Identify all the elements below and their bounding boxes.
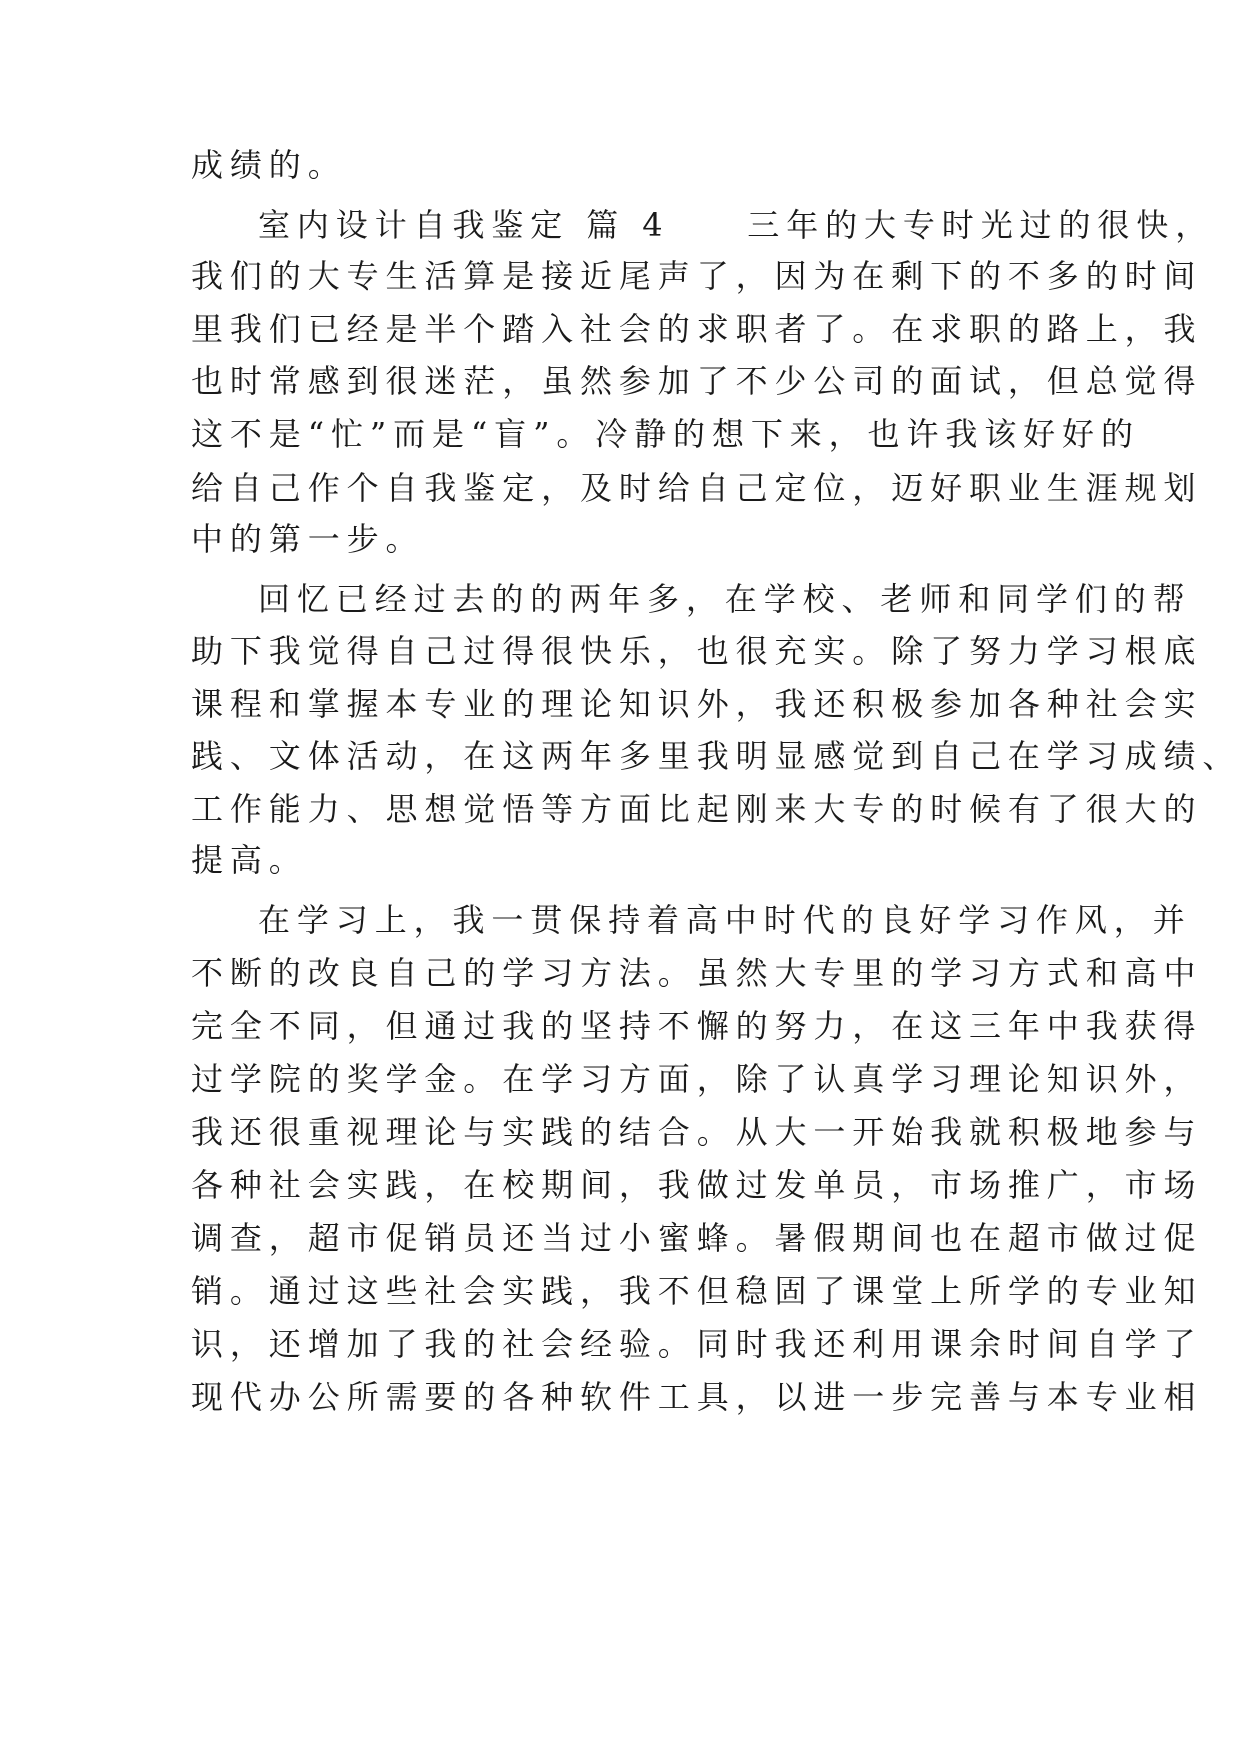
paragraph-3-line-2: 不断的改良自己的学习方法。虽然大专里的学习方式和高中: [191, 954, 1203, 992]
paragraph-2-line-2: 助下我觉得自己过得很快乐，也很充实。除了努力学习根底: [191, 632, 1203, 670]
paragraph-3-line-9: 识，还增加了我的社会经验。同时我还利用课余时间自学了: [191, 1325, 1203, 1363]
paragraph-2-line-3: 课程和掌握本专业的理论知识外，我还积极参加各种社会实: [191, 685, 1203, 723]
text-line-5: 也时常感到很迷茫，虽然参加了不少公司的面试，但总觉得: [191, 362, 1203, 400]
text-line-4: 里我们已经是半个踏入社会的求职者了。在求职的路上，我: [191, 310, 1203, 348]
paragraph-3-line-5: 我还很重视理论与实践的结合。从大一开始我就积极地参与: [191, 1113, 1203, 1151]
text-line-6: 这不是“忙”而是“盲”。冷静的想下来，也许我该好好的: [191, 415, 1140, 453]
paragraph-2-line-6: 提高。: [191, 841, 308, 879]
paragraph-3-line-10: 现代办公所需要的各种软件工具，以进一步完善与本专业相: [191, 1378, 1203, 1416]
paragraph-3-line-3: 完全不同，但通过我的坚持不懈的努力，在这三年中我获得: [191, 1007, 1203, 1045]
paragraph-3-line-7: 调查，超市促销员还当过小蜜蜂。暑假期间也在超市做过促: [191, 1219, 1203, 1257]
text-line-1: 成绩的。: [191, 146, 347, 184]
paragraph-3-line-1: 在学习上，我一贯保持着高中时代的良好学习作风，并: [258, 901, 1192, 939]
paragraph-2-line-1: 回忆已经过去的的两年多，在学校、老师和同学们的帮: [258, 580, 1192, 618]
section-heading-line: 室内设计自我鉴定 篇 4 三年的大专时光过的很快，: [258, 206, 1215, 244]
text-line-3: 我们的大专生活算是接近尾声了，因为在剩下的不多的时间: [191, 257, 1203, 295]
paragraph-2-line-5: 工作能力、思想觉悟等方面比起刚来大专的时候有了很大的: [191, 790, 1203, 828]
text-line-7: 给自己作个自我鉴定，及时给自己定位，迈好职业生涯规划: [191, 469, 1203, 507]
paragraph-3-line-6: 各种社会实践，在校期间，我做过发单员，市场推广，市场: [191, 1166, 1203, 1204]
paragraph-3-line-4: 过学院的奖学金。在学习方面，除了认真学习理论知识外，: [191, 1060, 1203, 1098]
paragraph-2-line-4: 践、文体活动，在这两年多里我明显感觉到自己在学习成绩、: [191, 737, 1241, 775]
paragraph-3-line-8: 销。通过这些社会实践，我不但稳固了课堂上所学的专业知: [191, 1272, 1203, 1310]
text-line-8: 中的第一步。: [191, 520, 425, 558]
